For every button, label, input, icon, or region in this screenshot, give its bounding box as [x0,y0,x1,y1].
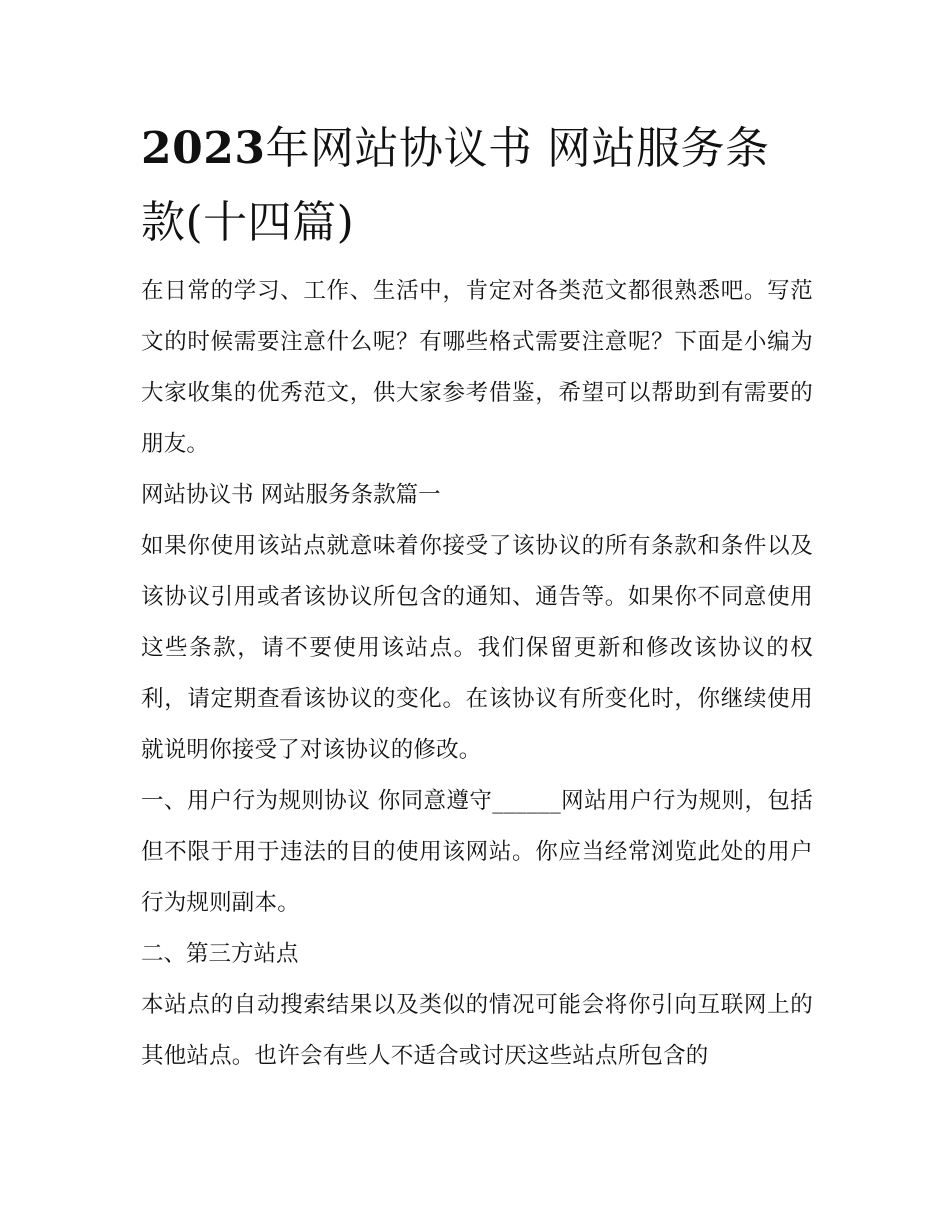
section-heading: 网站协议书 网站服务条款篇一 [141,482,441,508]
third-party-paragraph: 本站点的自动搜索结果以及类似的情况可能会将你引向互联网上的其他站点。也许会有些人不适合或讨厌这些站点所包含的 [141,992,813,1069]
intro-paragraph: 在日常的学习、工作、生活中，肯定对各类范文都很熟悉吧。写范文的时候需要注意什么呢？有哪些格式需要注意呢？下面是小编为大家收集的优秀范文，供大家参考借鉴，希望可以帮助到有需要的朋友。 [141,278,813,457]
document-title [141,112,813,260]
title-text: 年网站协议书 网站服务条款(十四篇) [141,123,770,248]
document-body [141,112,813,1082]
user-conduct-paragraph: 一、用户行为规则协议 你同意遵守______网站用户行为规则，包括但不限于用于违法的目的使用该网站。你应当经常浏览此处的用户行为规则副本。 [141,788,813,916]
agreement-paragraph: 如果你使用该站点就意味着你接受了该协议的所有条款和条件以及该协议引用或者该协议所包含的通知、通告等。如果你不同意使用这些条款，请不要使用该站点。我们保留更新和修改该协议的权利，请定期查看该协议的变化。在该协议有所变化时，你继续使用就说明你接受了对该协议的修改。 [141,533,813,763]
title-year: 2023 [141,123,266,174]
third-party-heading: 二、第三方站点 [141,941,299,967]
